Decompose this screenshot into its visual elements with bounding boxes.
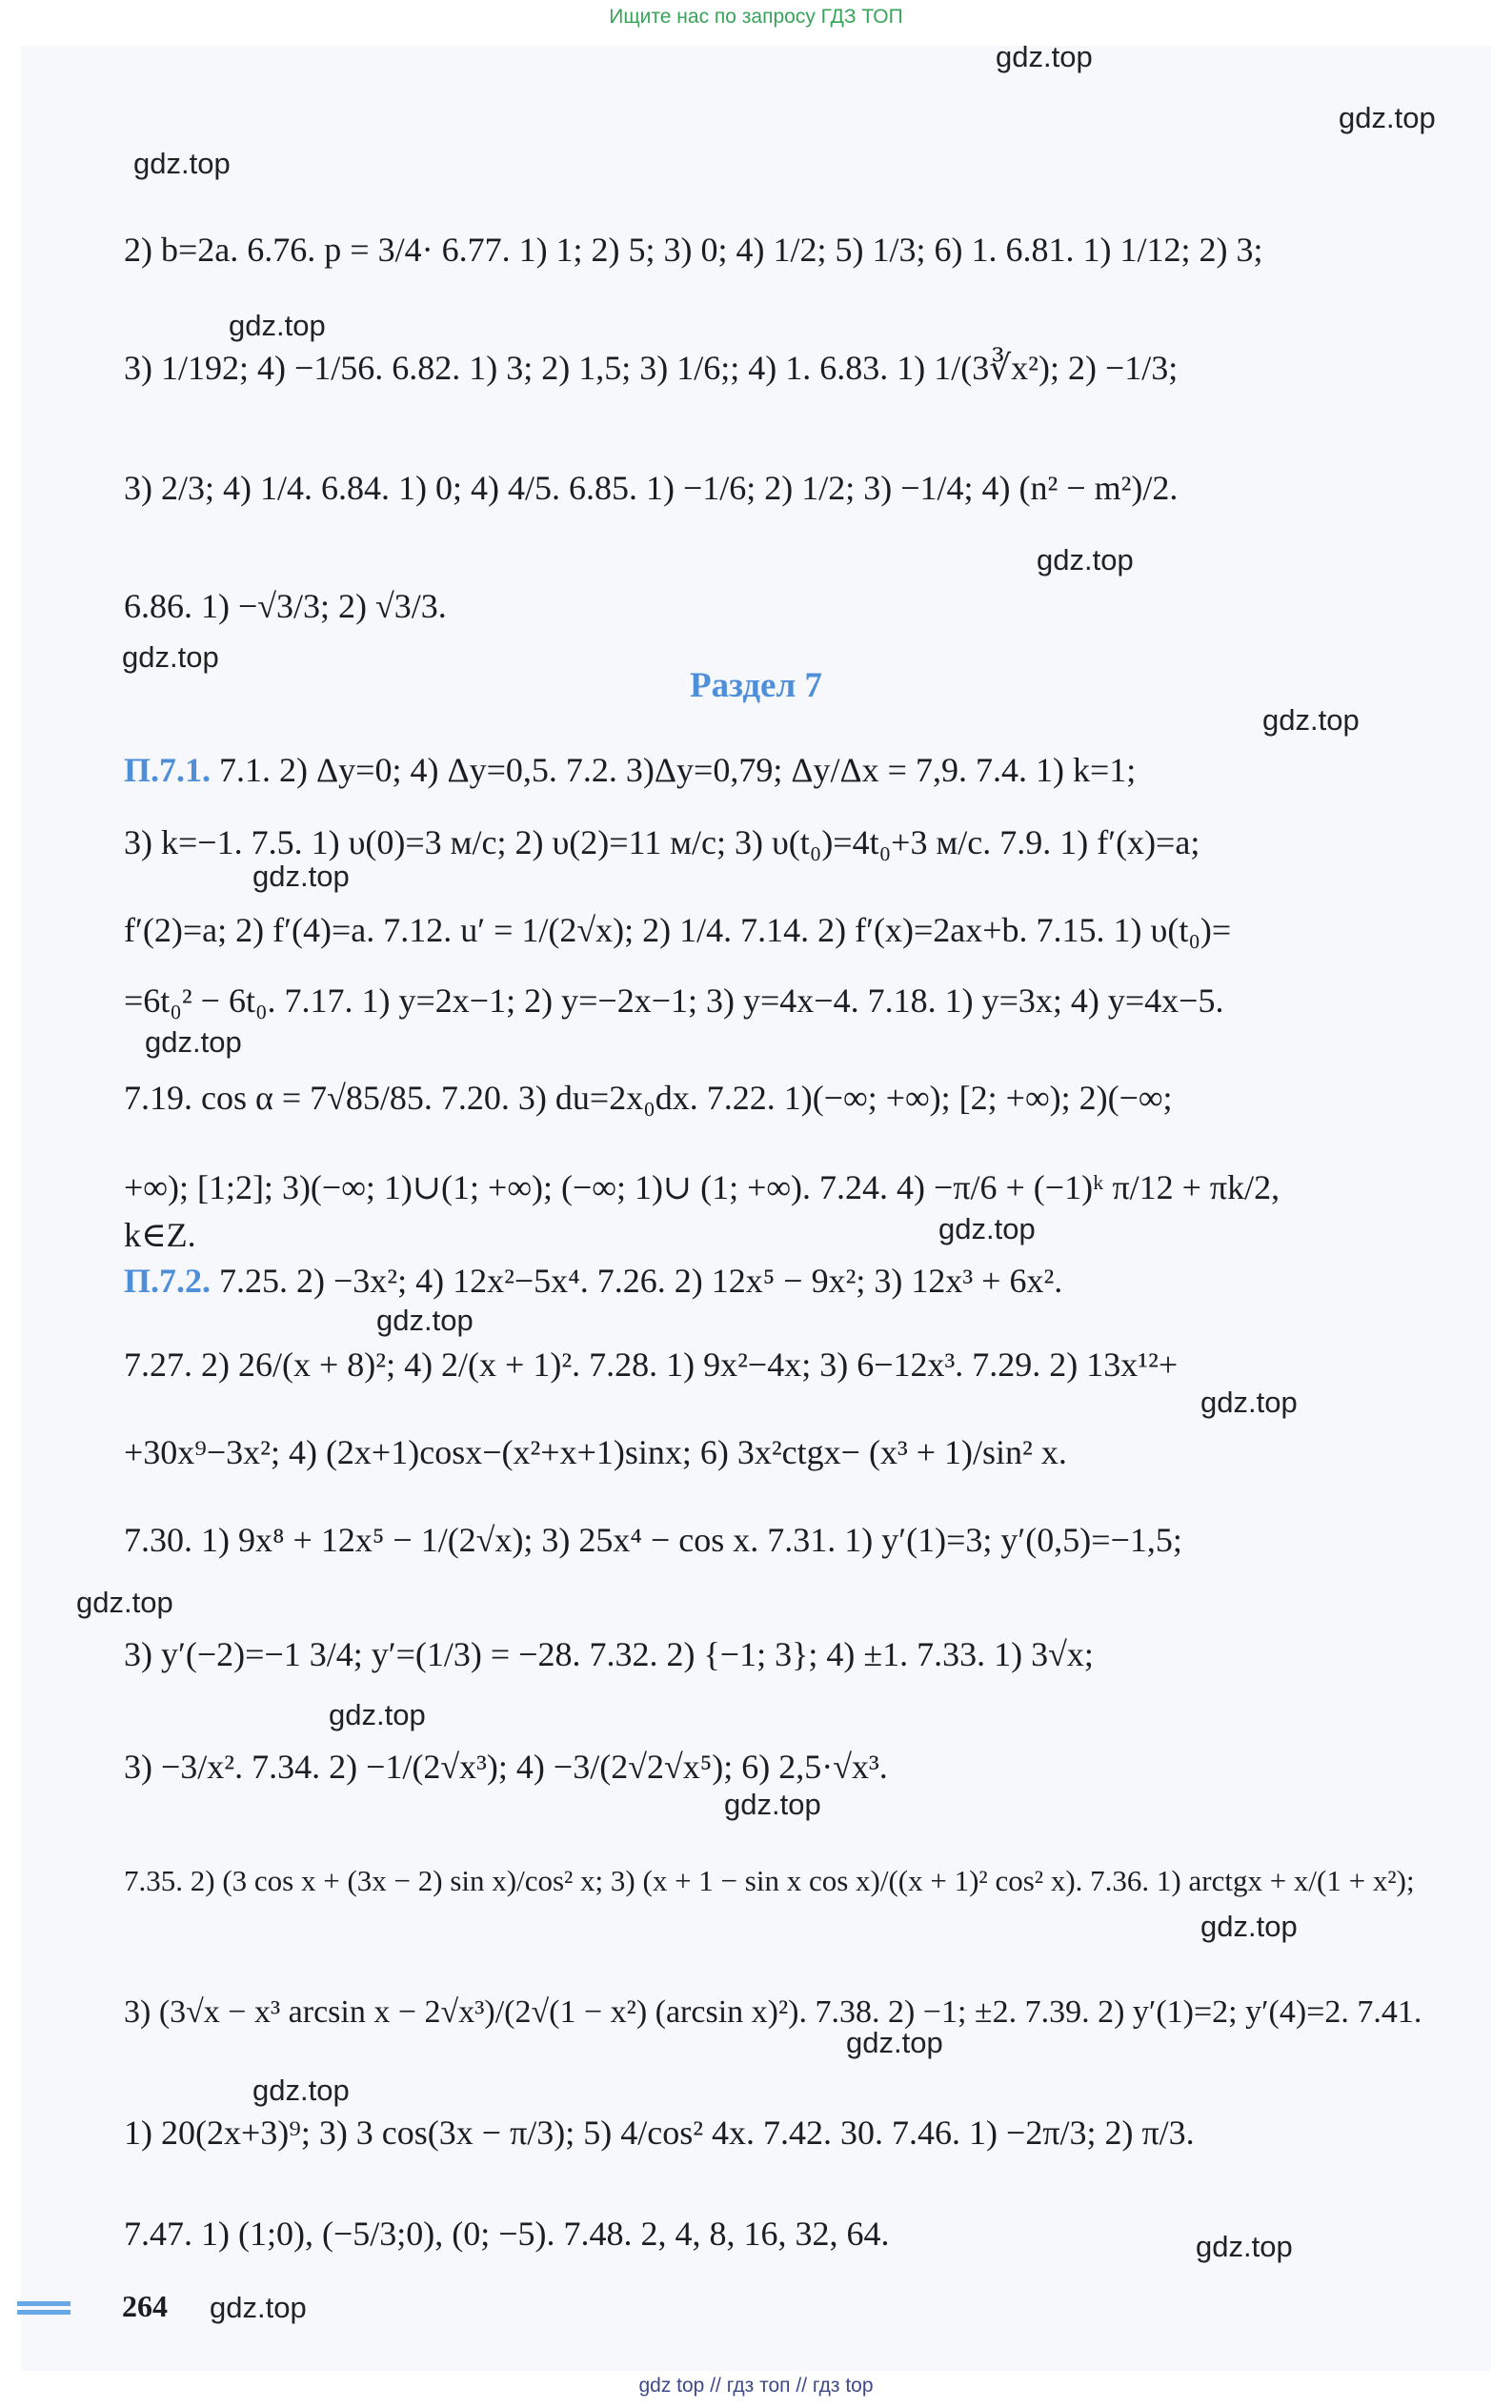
answer-line: 7.27. 2) 26/(x + 8)²; 4) 2/(x + 1)². 7.28. 1) 9x²−4x; 3) 6−12x³. 7.29. 2) 13x¹²+ [124, 1346, 1179, 1384]
watermark: gdz.top [122, 640, 219, 674]
watermark: gdz.top [252, 860, 350, 893]
watermark: gdz.top [1200, 1910, 1298, 1943]
section-marker: П.7.1. [124, 751, 212, 789]
watermark: gdz.top [1339, 101, 1436, 134]
bottom-banner: gdz top // гдз топ // гдз top [638, 2375, 874, 2397]
watermark: gdz.top [724, 1788, 821, 1821]
answer-line: 3) k=−1. 7.5. 1) υ(0)=3 м/с; 2) υ(2)=11 м/с; 3) υ(t₀)=4t₀+3 м/с. 7.9. 1) f′(x)=a; [124, 823, 1200, 861]
watermark: gdz.top [1262, 703, 1360, 737]
answer-line: f′(2)=a; 2) f′(4)=a. 7.12. u′ = 1/(2√x); 2) 1/4. 7.14. 2) f′(x)=2ax+b. 7.15. 1) υ(t₀)= [124, 911, 1232, 949]
answer-line: 3) y′(−2)=−1 3/4; y′=(1/3) = −28. 7.32. 2) {−1; 3}; 4) ±1. 7.33. 1) 3√x; [124, 1635, 1094, 1673]
watermark: gdz.top [229, 309, 326, 342]
answer-line: 3) 2/3; 4) 1/4. 6.84. 1) 0; 4) 4/5. 6.85. 1) −1/6; 2) 1/2; 3) −1/4; 4) (n² − m²)/2. [124, 469, 1179, 507]
answer-line: =6t₀² − 6t₀. 7.17. 1) y=2x−1; 2) y=−2x−1; 3) y=4x−4. 7.18. 1) y=3x; 4) y=4x−5. [124, 981, 1224, 1020]
answer-line: 7.19. cos α = 7√85/85. 7.20. 3) du=2x₀dx. 7.22. 1)(−∞; +∞); [2; +∞); 2)(−∞; [124, 1079, 1173, 1117]
answer-line: П.7.2. 7.25. 2) −3x²; 4) 12x²−5x⁴. 7.26. 2) 12x⁵ − 9x²; 3) 12x³ + 6x². [124, 1262, 1063, 1300]
watermark: gdz.top [376, 1304, 474, 1337]
answer-line: +30x⁹−3x²; 4) (2x+1)cosx−(x²+x+1)sinx; 6) 3x²ctgx− (x³ + 1)/sin² x. [124, 1433, 1067, 1471]
watermark: gdz.top [846, 2026, 943, 2059]
answer-line: 2) b=2a. 6.76. p = 3/4· 6.77. 1) 1; 2) 5; 3) 0; 4) 1/2; 5) 1/3; 6) 1. 6.81. 1) 1/12; 2) 3; [124, 231, 1263, 269]
answer-line: 3) 1/192; 4) −1/56. 6.82. 1) 3; 2) 1,5; 3) 1/6;; 4) 1. 6.83. 1) 1/(3∛x²); 2) −1/3; [124, 349, 1179, 387]
watermark: gdz.top [210, 2291, 307, 2324]
answer-line: 7.47. 1) (1;0), (−5/3;0), (0; −5). 7.48. 2, 4, 8, 16, 32, 64. [124, 2215, 890, 2253]
answer-line: 3) (3√x − x³ arcsin x − 2√x³)/(2√(1 − x²) (arcsin x)²). 7.38. 2) −1; ±2. 7.39. 2) y′(1)=2; y′(4)=2. 7.41. [124, 1994, 1422, 2030]
watermark: gdz.top [1196, 2230, 1293, 2263]
watermark: gdz.top [938, 1212, 1036, 1245]
watermark: gdz.top [1037, 543, 1134, 577]
page-number: 264 [122, 2289, 168, 2323]
watermark: gdz.top [133, 147, 231, 180]
answer-line: 7.35. 2) (3 cos x + (3x − 2) sin x)/cos² x; 3) (x + 1 − sin x cos x)/((x + 1)² cos² x). 7.36. 1) arctgx + x/(1 + x²); [124, 1864, 1415, 1897]
section-marker: П.7.2. [124, 1262, 212, 1300]
watermark: gdz.top [1200, 1386, 1298, 1419]
answer-line: 3) −3/x². 7.34. 2) −1/(2√x³); 4) −3/(2√2√x⁵); 6) 2,5·√x³. [124, 1748, 888, 1786]
watermark: gdz.top [329, 1698, 426, 1731]
watermark: gdz.top [76, 1586, 173, 1619]
answer-line: k∈Z. [124, 1216, 196, 1254]
page-marker-stripes [17, 2301, 71, 2315]
answer-line: 6.86. 1) −√3/3; 2) √3/3. [124, 587, 447, 625]
answer-line: 1) 20(2x+3)⁹; 3) 3 cos(3x − π/3); 5) 4/cos² 4x. 7.42. 30. 7.46. 1) −2π/3; 2) π/3. [124, 2114, 1195, 2152]
watermark: gdz.top [145, 1025, 242, 1059]
answer-line: +∞); [1;2]; 3)(−∞; 1)∪(1; +∞); (−∞; 1)∪ (1; +∞). 7.24. 4) −π/6 + (−1)ᵏ π/12 + πk/2, [124, 1168, 1280, 1206]
top-banner: Ищите нас по запросу ГДЗ ТОП [609, 6, 903, 28]
watermark: gdz.top [252, 2074, 350, 2107]
answer-line: П.7.1. 7.1. 2) Δy=0; 4) Δy=0,5. 7.2. 3)Δy=0,79; Δy/Δx = 7,9. 7.4. 1) k=1; [124, 751, 1137, 789]
section-title: Раздел 7 [690, 666, 822, 705]
answer-line: 7.30. 1) 9x⁸ + 12x⁵ − 1/(2√x); 3) 25x⁴ − cos x. 7.31. 1) y′(1)=3; y′(0,5)=−1,5; [124, 1521, 1182, 1559]
watermark: gdz.top [996, 40, 1093, 73]
